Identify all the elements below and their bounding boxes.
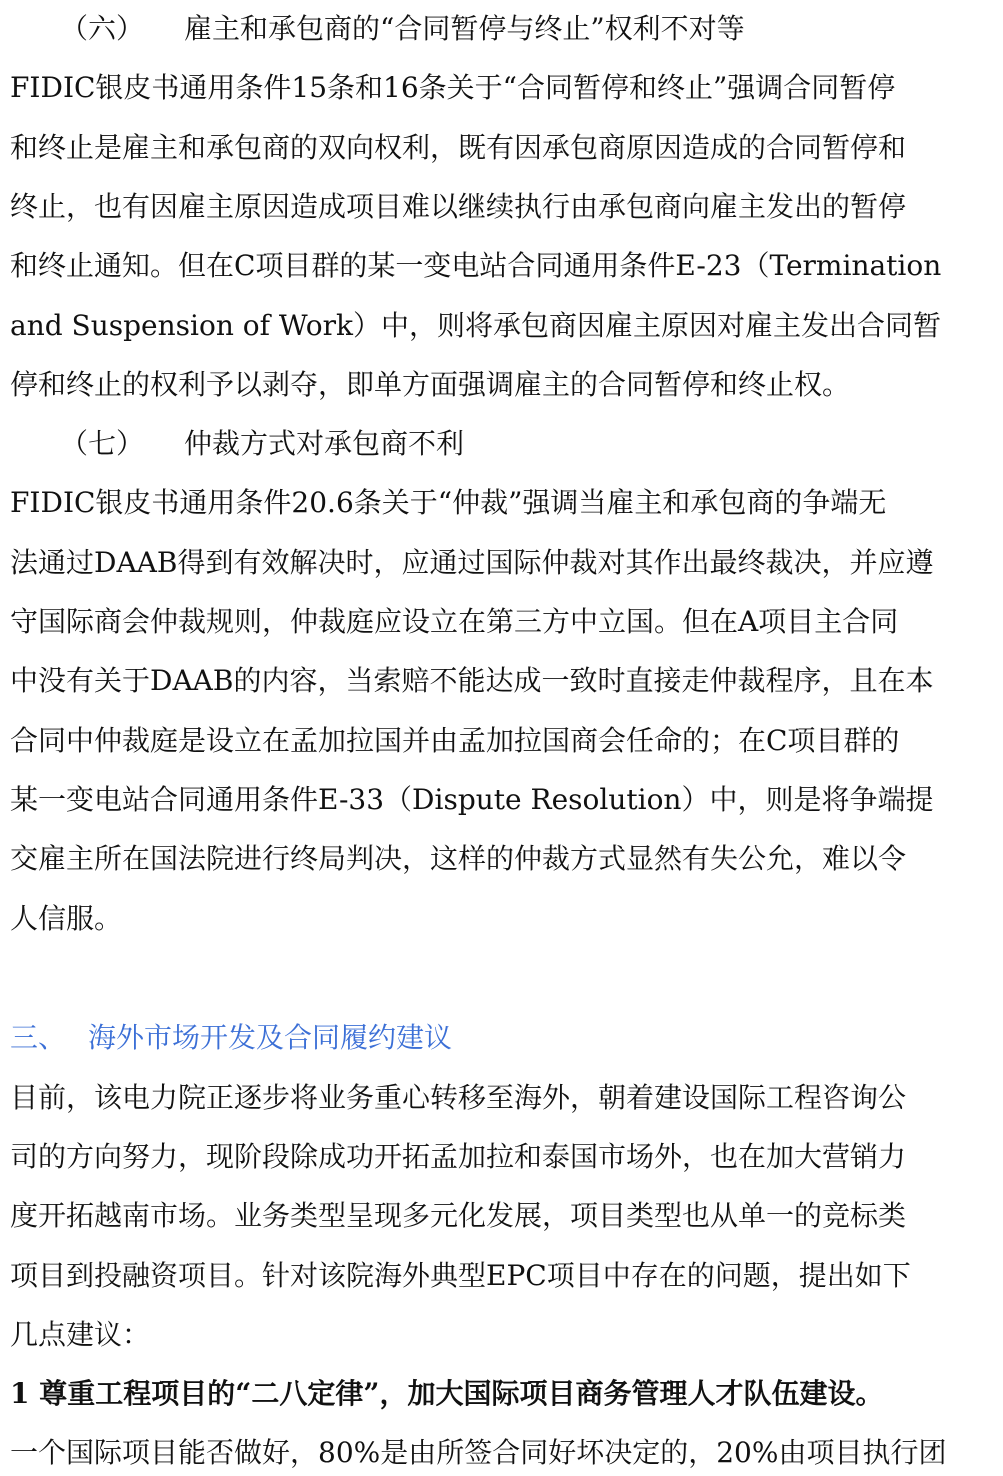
- section7-line: FIDIC银皮书通用条件20.6条关于“仲裁”强调当雇主和承包商的争端无: [10, 486, 887, 519]
- section6-line: 停和终止的权利予以剥夺，即单方面强调雇主的合同暂停和终止权。: [10, 368, 851, 401]
- section3-heading: [10, 1020, 452, 1056]
- section7-heading: [60, 426, 464, 462]
- section3-line: 司的方向努力，现阶段除成功开拓孟加拉和泰国市场外，也在加大营销力: [10, 1140, 907, 1173]
- section6-line: 和终止通知。但在C项目群的某一变电站合同通用条件E-23（Termination: [10, 249, 942, 282]
- section7-line: 合同中仲裁庭是设立在孟加拉国并由孟加拉国商会任命的；在C项目群的: [10, 724, 900, 757]
- section3-line: 度开拓越南市场。业务类型呈现多元化发展，项目类型也从单一的竞标类: [10, 1199, 907, 1232]
- section6-heading-number: （六）: [60, 12, 145, 45]
- section3-line: 几点建议：: [10, 1318, 151, 1351]
- section6-line: 和终止是雇主和承包商的双向权利，既有因承包商原因造成的合同暂停和: [10, 131, 907, 164]
- section3-heading-number: 三、: [10, 1021, 67, 1054]
- item1-heading: 1 尊重工程项目的“二八定律”，加大国际项目商务管理人才队伍建设。: [10, 1377, 884, 1410]
- section7-heading-number: （七）: [60, 427, 145, 460]
- section6-heading-text: 雇主和承包商的“合同暂停与终止”权利不对等: [184, 12, 745, 45]
- section7-line: 交雇主所在国法院进行终局判决，这样的仲裁方式显然有失公允，难以令: [10, 842, 907, 875]
- section7-line: 守国际商会仲裁规则，仲裁庭应设立在第三方中立国。但在A项目主合同: [10, 605, 899, 638]
- section7-line: 人信服。: [10, 902, 123, 935]
- section7-line: 法通过DAAB得到有效解决时，应通过国际仲裁对其作出最终裁决，并应遵: [10, 546, 934, 579]
- section3-heading-text: 海外市场开发及合同履约建议: [88, 1021, 453, 1054]
- section3-line: 目前，该电力院正逐步将业务重心转移至海外，朝着建设国际工程咨询公: [10, 1081, 907, 1114]
- section6-line: and Suspension of Work）中，则将承包商因雇主原因对雇主发出合同暂: [10, 309, 941, 342]
- section7-heading-text: 仲裁方式对承包商不利: [184, 427, 465, 460]
- section6-line: 终止，也有因雇主原因造成项目难以继续执行由承包商向雇主发出的暂停: [10, 190, 907, 223]
- section7-line: 某一变电站合同通用条件E-33（Dispute Resolution）中，则是将争端提: [10, 783, 934, 816]
- item1-line: 一个国际项目能否做好，80%是由所签合同好坏决定的，20%由项目执行团: [10, 1436, 947, 1469]
- section6-heading: [60, 11, 745, 47]
- section6-line: FIDIC银皮书通用条件15条和16条关于“合同暂停和终止”强调合同暂停: [10, 71, 896, 104]
- section3-line: 项目到投融资项目。针对该院海外典型EPC项目中存在的问题，提出如下: [10, 1259, 911, 1292]
- section7-line: 中没有关于DAAB的内容，当索赔不能达成一致时直接走仲裁程序，且在本: [10, 664, 934, 697]
